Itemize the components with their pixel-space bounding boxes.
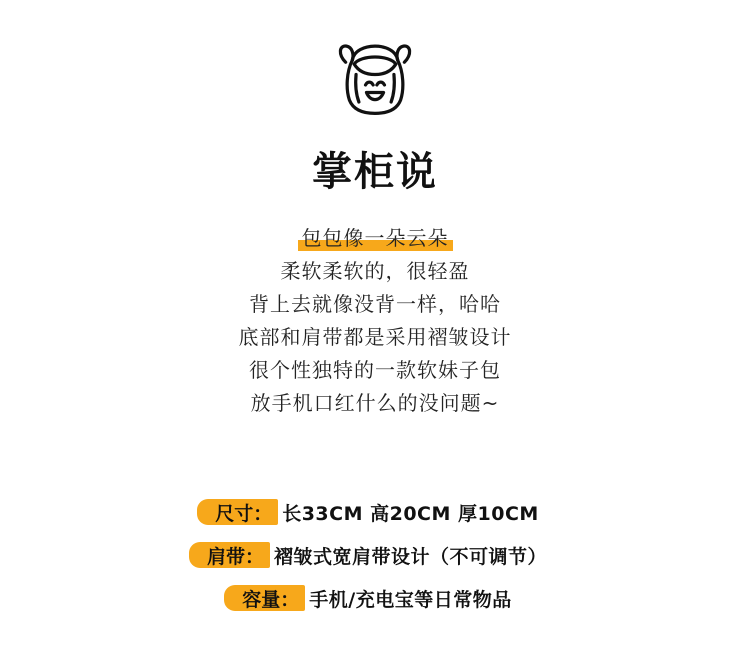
intro-line: 放手机口红什么的没问题~	[250, 391, 500, 415]
spec-label-capacity: 容量：	[238, 584, 305, 613]
spec-row-strap	[0, 541, 750, 570]
intro-line: 背上去就像没背一样，哈哈	[249, 292, 501, 316]
intro-line: 底部和肩带都是采用褶皱设计	[238, 325, 512, 349]
girl-face-icon	[310, 30, 440, 120]
intro-text-block	[0, 222, 750, 420]
spec-label-size: 尺寸：	[211, 498, 278, 527]
intro-line-row	[0, 222, 750, 255]
intro-line-highlighted: 包包像一朵云朵	[298, 222, 453, 255]
spec-value-strap: 褶皱式宽肩带设计（不可调节）	[274, 546, 548, 568]
page-title: 掌柜说	[312, 149, 438, 195]
intro-line: 柔软柔软的，很轻盈	[280, 259, 470, 283]
spec-value-capacity: 手机/充电宝等日常物品	[309, 589, 512, 611]
spec-label-strap: 肩带：	[203, 541, 270, 570]
intro-line: 很个性独特的一款软妹子包	[249, 358, 501, 382]
mascot-illustration-container	[0, 30, 750, 120]
spec-value-size: 长33CM 高20CM 厚10CM	[282, 503, 539, 525]
spec-row-capacity	[0, 584, 750, 613]
spec-row-size	[0, 498, 750, 527]
specifications-list	[0, 498, 750, 627]
